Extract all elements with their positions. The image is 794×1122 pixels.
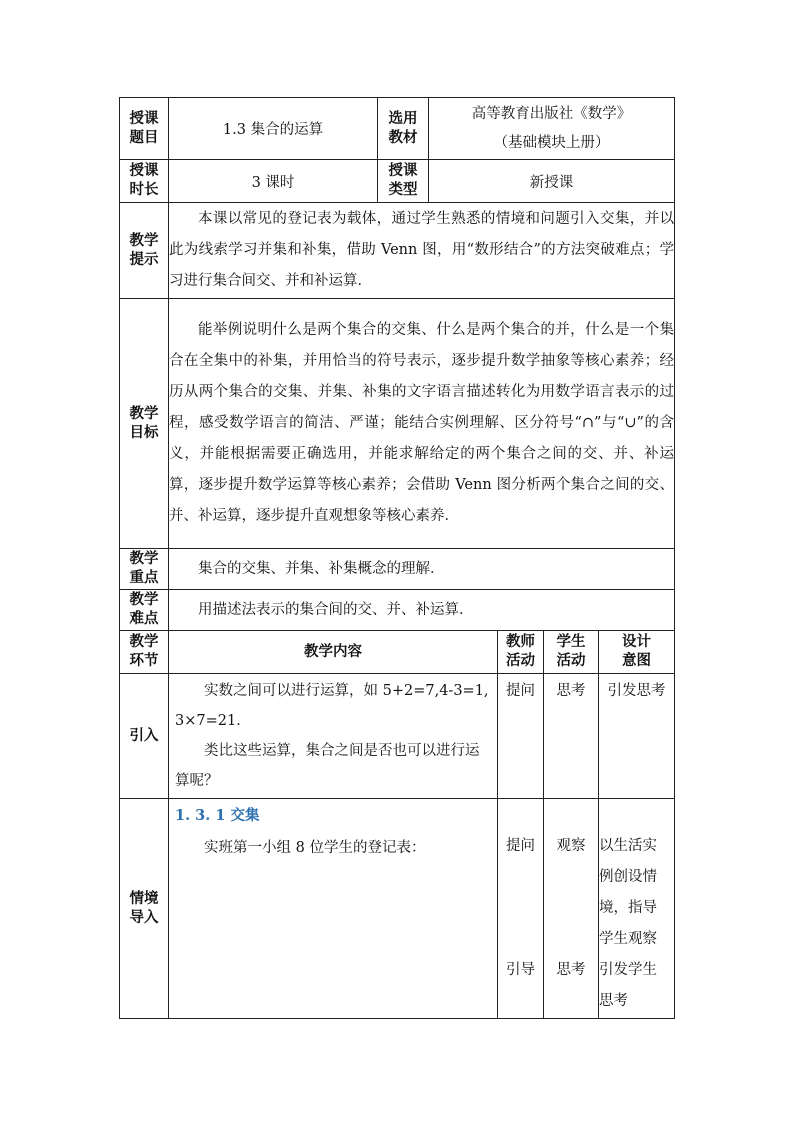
- situation-content: [169, 799, 498, 1019]
- row-goals: [120, 299, 675, 549]
- header-difficulty: 教学 难点: [120, 590, 169, 631]
- header-key-point: 教学 重点: [120, 549, 169, 590]
- header-textbook: 选用 教材: [378, 98, 429, 160]
- lesson-plan-table: [119, 97, 675, 1019]
- type-value: 新授课: [429, 160, 675, 203]
- header-duration: 授课 时长: [120, 160, 169, 203]
- header-stage: 教学 环节: [120, 631, 169, 674]
- header-student-activity: 学生 活动: [544, 631, 599, 674]
- introduction-student-activity: 思考: [544, 674, 599, 799]
- introduction-paragraph-1: 实数之间可以进行运算，如 5+2=7,4-3=1, 3×7=21．: [175, 683, 489, 729]
- situation-student-activity: 观察 思考: [544, 799, 599, 1019]
- situation-paragraph: 实班第一小组 8 位学生的登记表：: [204, 840, 426, 856]
- situation-teacher-activity: 提问 引导: [498, 799, 544, 1019]
- introduction-paragraph-2: 类比这些运算，集合之间是否也可以进行运算呢？: [175, 743, 480, 789]
- header-content: 教学内容: [169, 631, 498, 674]
- row-hint: [120, 203, 675, 299]
- key-point-text: 集合的交集、并集、补集概念的理解．: [169, 549, 675, 590]
- topic-value: 1.3 集合的运算: [169, 98, 378, 160]
- difficulty-text: 用描述法表示的集合间的交、并、补运算．: [169, 590, 675, 631]
- header-teacher-activity: 教师 活动: [498, 631, 544, 674]
- introduction-design-intent: 引发思考: [599, 674, 675, 799]
- goals-text: 能举例说明什么是两个集合的交集、什么是两个集合的并，什么是一个集合在全集中的补集，并用恰当的符号表示，逐步提升数学抽象等核心素养；经历从两个集合的交集、并集、补集的文字语言描述转化为用数学语言表示的过程，感受数学语言的简洁、严谨；能结合实例理解、区分符号“∩”与“∪”的含义，并能根据需要正确选用，并能求解给定的两个集合之间的交、并、补运算，逐步提升数学运算等核心素养；会借助 Venn 图分析两个集合之间的交、并、补运算，逐步提升直观想象等核心素养．: [169, 299, 675, 549]
- hint-text: 本课以常见的登记表为载体，通过学生熟悉的情境和问题引入交集，并以此为线索学习并集和补集，借助 Venn 图，用“数形结合”的方法突破难点；学习进行集合间交、并和补运算．: [169, 203, 675, 299]
- introduction-teacher-activity: 提问: [498, 674, 544, 799]
- row-situation: [120, 799, 675, 1019]
- header-goals: 教学 目标: [120, 299, 169, 549]
- row-key-point: [120, 549, 675, 590]
- row-column-headers: [120, 631, 675, 674]
- row-topic: [120, 98, 675, 160]
- duration-value: 3 课时: [169, 160, 378, 203]
- row-introduction: [120, 674, 675, 799]
- stage-introduction: 引入: [120, 674, 169, 799]
- header-design-intent: 设计 意图: [599, 631, 675, 674]
- row-difficulty: [120, 590, 675, 631]
- header-type: 授课 类型: [378, 160, 429, 203]
- situation-design-intent: 以生活实 例创设情 境，指导 学生观察 引发学生 思考: [599, 799, 675, 1019]
- header-hint: 教学 提示: [120, 203, 169, 299]
- row-duration: [120, 160, 675, 203]
- header-topic: 授课 题目: [120, 98, 169, 160]
- stage-situation: 情境 导入: [120, 799, 169, 1019]
- textbook-value: 高等教育出版社《数学》 （基础模块上册）: [429, 98, 675, 160]
- section-title: 1. 3. 1 交集: [175, 807, 260, 824]
- introduction-content: [169, 674, 498, 799]
